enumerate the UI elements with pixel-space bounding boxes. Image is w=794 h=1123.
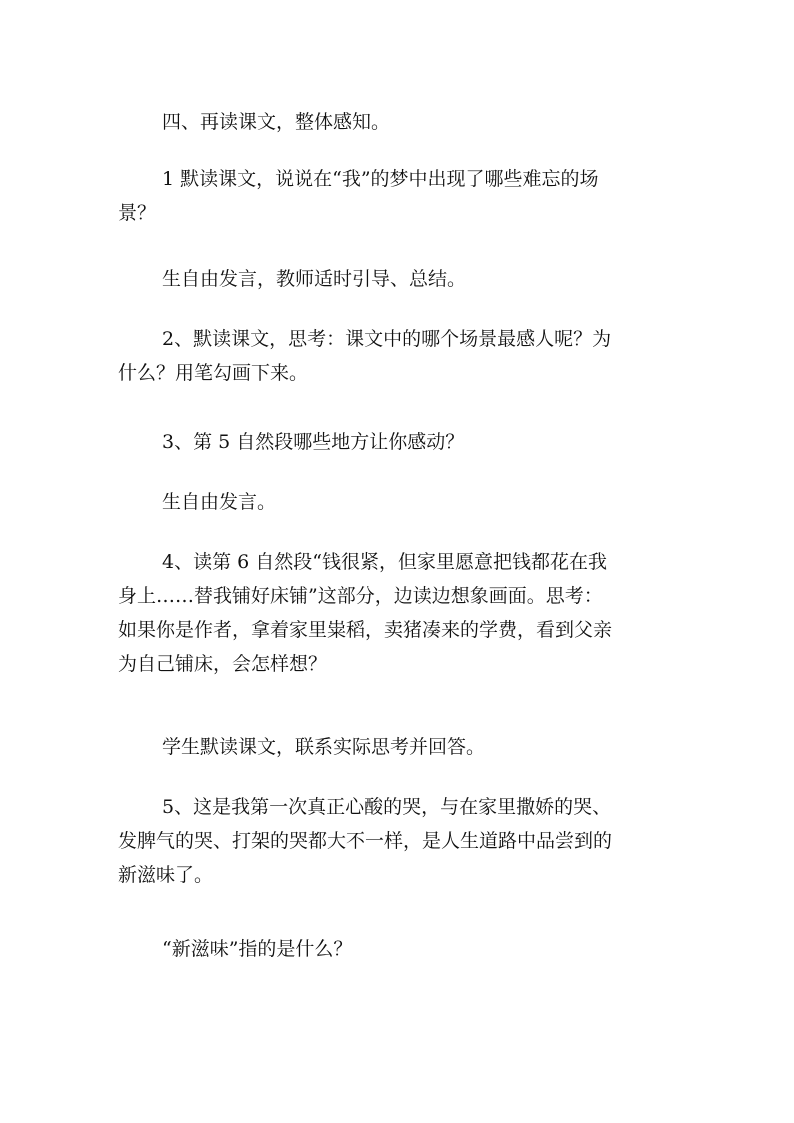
text-line: 景？ xyxy=(118,202,157,224)
text-line: 什么？用笔勾画下来。 xyxy=(118,362,309,384)
paragraph-question-2 xyxy=(118,322,688,390)
text-line: 生自由发言，教师适时引导、总结。 xyxy=(162,268,467,290)
text-line: 发脾气的哭、打架的哭都大不一样，是人生道路中品尝到的 xyxy=(118,830,613,852)
text-line: 身上……替我铺好床铺”这部分，边读边想象画面。思考： xyxy=(118,585,603,607)
text-line: 4、读第 6 自然段“钱很紧，但家里愿意把钱都花在我 xyxy=(162,551,607,573)
text-line: 为自己铺床，会怎样想？ xyxy=(118,653,328,675)
text-line: 四、再读课文，整体感知。 xyxy=(162,111,391,133)
text-line: 1 默读课文，说说在“我”的梦中出现了哪些难忘的场 xyxy=(162,168,599,190)
text-line: 3、第 5 自然段哪些地方让你感动？ xyxy=(162,431,465,453)
paragraph-answer-1 xyxy=(118,262,688,296)
paragraph-answer-3 xyxy=(118,485,688,519)
paragraph-question-3 xyxy=(118,425,688,459)
text-line: 2、默读课文，思考：课文中的哪个场景最感人呢？为 xyxy=(162,328,612,350)
text-line: 学生默读课文，联系实际思考并回答。 xyxy=(162,736,486,758)
text-line: 新滋味了。 xyxy=(118,864,214,886)
text-line: 5、这是我第一次真正心酸的哭，与在家里撒娇的哭、 xyxy=(162,796,612,818)
paragraph-question-1 xyxy=(118,162,688,230)
paragraph-section-heading xyxy=(118,105,688,139)
paragraph-question-5 xyxy=(118,790,688,892)
text-line: 如果你是作者，拿着家里粜稻，卖猪凑来的学费，看到父亲 xyxy=(118,619,613,641)
paragraph-question-new-flavor xyxy=(118,932,688,966)
paragraph-answer-4 xyxy=(118,730,688,764)
text-line: 生自由发言。 xyxy=(162,491,277,513)
text-line: “新滋味”指的是什么？ xyxy=(162,938,353,960)
paragraph-question-4 xyxy=(118,545,688,681)
